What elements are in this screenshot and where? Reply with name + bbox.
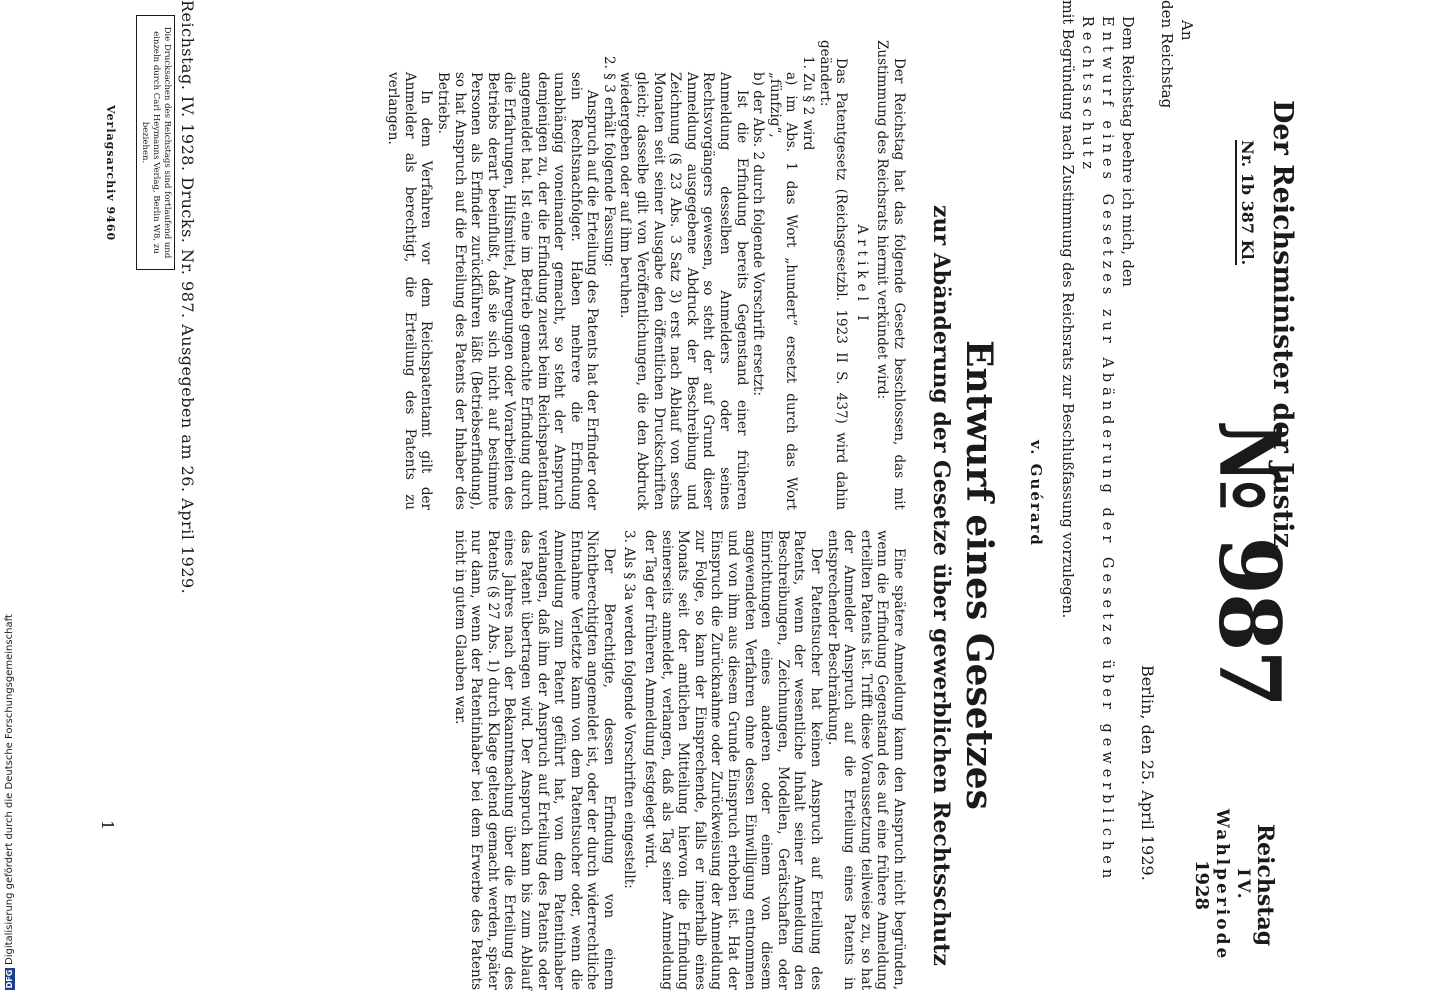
parliament-name: Reichstag: [1252, 823, 1278, 947]
addressee-line: den Reichstag: [1158, 0, 1176, 109]
credit-text: Digitalisierung gefördert durch die Deutsche Forschungsgemeinschaft: [4, 614, 15, 965]
parliament-header: [1190, 790, 1277, 980]
addressee: [1157, 0, 1197, 108]
paragraph: In dem Verfahren vor dem Reichspatentamt gilt der Anmelder als berechtigt, die Erteilung des Patents zu verlangen.: [385, 72, 435, 510]
dfg-logo-icon: DFG: [5, 969, 14, 989]
paragraph: Der Reichstag hat das folgende Gesetz beschlossen, das mit Zustimmung des Reichsrats hiermit verkündet wird:: [874, 40, 907, 510]
article-heading: Artikel I: [853, 224, 870, 326]
paragraph: Das Patentgesetz (Reichsgesetzbl. 1923 II S. 437) wird dahin geändert:: [816, 40, 850, 510]
draft-subtitle: zur Abänderung der Gesetze über gewerblichen Rechtsschutz: [928, 205, 954, 966]
text-column-right: [451, 530, 907, 990]
paragraph: Der Patentsucher hat keinen Anspruch auf Erteilung des Patents, wenn der wesentliche Inhalt seiner Anmeldung den Beschreibungen, Zeichnungen, Modellen, Gerätschaften oder Einrichtungen eines anderen oder einem von diesem angewendeten Verfahren ohne dessen Einwilligung entnommen und von ihm aus diesem Grunde Einspruch erhoben ist. Hat der Einspruch die Zurücknahme oder Zurückweisung der Anmeldung zur Folge, so kann der Einsprechende, falls er innerhalb eines Monats seit der amtlichen Mitteilung hiervon die Erfindung seinerseits anmeldet, verlangen, daß als Tag seiner Anmeldung der Tag der früheren Anmeldung festgelegt wird.: [642, 530, 825, 990]
letter-line: mit Begründung nach Zustimmung des Reichsrats zur Beschlußfassung vorzulegen.: [1059, 0, 1075, 619]
paragraph: Ist die Erfindung bereits Gegenstand einer früheren Anmeldung desselben Anmelders oder seines Rechtsvorgängers gewesen, so steht der auf Grund dieser Anmeldung ausgegebene Abdruck der Beschreibung und Zeichnung (§ 23 Abs. 3 Satz 3) erst nach Ablauf von sechs Monaten seit seiner Ausgabe den öffentlichen Druckschriften gleich; dasselbe gilt von Veröffentlichungen, die den Abdruck wiedergeben oder auf ihm beruhen.: [617, 72, 750, 510]
dateline: Berlin, den 25. April 1929.: [1138, 665, 1157, 881]
list-item: 2. § 3 erhält folgende Fassung:: [600, 56, 617, 267]
digitization-credit: [4, 614, 15, 990]
letter-line: Entwurf eines Gesetzes zur Abänderung der Gesetze über gewerblichen: [1099, 16, 1115, 884]
page-number: 1: [98, 820, 117, 831]
list-item: 3. Als § 3a werden folgende Vorschriften eingestellt:: [621, 530, 638, 889]
draft-title: Entwurf eines Gesetzes: [958, 340, 1000, 810]
addressee-line: An: [1178, 20, 1196, 41]
period-year: 1928: [1191, 859, 1213, 911]
list-item: a) im Abs. 1 das Wort „hundert“ ersetzt durch das Wort „fünfzig“,: [766, 72, 800, 510]
printer-note: Die Drucksachen des Reichstags sind fortlaufend und einzeln durch Carl Heymanns Verlag, Berlin W8, zu beziehen.: [136, 15, 175, 270]
paragraph: Der Berechtigte, dessen Erfindung von einem Nichtberechtigten angemeldet ist, oder der durch widerrechtliche Entnahme Verletzte kann von dem Patentsucher oder, wenn die Anmeldung zum Patent geführt hat, von dem Patentinhaber verlangen, daß ihm der Anspruch auf Erteilung des Patents oder das Patent übertragen wird. Der Anspruch kann bis zum Ablauf eines Jahres nach der Bekanntmachung über die Erteilung des Patents (§ 27 Abs. 1) durch Klage geltend gemacht werden, später nur dann, wenn der Patentinhaber bei dem Erwerbe des Patents nicht in gutem Glauben war.: [451, 530, 617, 990]
letter-line: Dem Reichstag beehre ich mich, den: [1119, 16, 1135, 287]
signature: v. Guérard: [1027, 440, 1045, 547]
paragraph: Anspruch auf die Erteilung des Patents hat der Erfinder oder sein Rechtsnachfolger. Haben mehrere die Erfindung unabhängig voneinander gemacht, so steht der Anspruch demjenigen zu, der die Erfindung zuerst beim Reichspatentamt angemeldet hat. Ist eine im Betrieb gemachte Erfindung durch die Erfahrungen, Hilfsmittel, Anregungen oder Vorarbeiten des Betriebs derart beeinflußt, daß sie sich nicht auf bestimmte Personen als Erfinder zurückführen läßt (Betriebserfindung), so hat Anspruch auf die Erteilung des Patents der Inhaber des Betriebs.: [434, 72, 601, 510]
archive-number: Verlagsarchiv 9460: [104, 105, 117, 242]
electoral-period: IV. Wahlperiode: [1212, 808, 1253, 962]
reference-number: Nr. 1b 387 Kl.: [1235, 140, 1257, 265]
text-column-left: [385, 40, 907, 510]
cover-letter: [1057, 0, 1137, 900]
letter-line: Rechtsschutz: [1079, 16, 1095, 174]
list-item: b) der Abs. 2 durch folgende Vorschrift ersetzt:: [750, 72, 767, 397]
list-item: 1. Zu § 2 wird: [800, 56, 817, 151]
publication-footer: Reichstag. IV. 1928. Drucks. Nr. 987. Ausgegeben am 26. April 1929.: [178, 0, 197, 595]
minister-heading: Der Reichsminister der Justiz: [1267, 100, 1298, 548]
document-number: № 987: [1200, 420, 1299, 706]
paragraph: Eine spätere Anmeldung kann den Anspruch nicht begründen, wenn die Erfindung Gegenstand des auf eine frühere Anmeldung erteilten Patents ist. Trifft diese Voraussetzung teilweise zu, so hat der Anmelder Anspruch auf die Erteilung eines Patents in entsprechender Beschränkung.: [824, 530, 907, 990]
